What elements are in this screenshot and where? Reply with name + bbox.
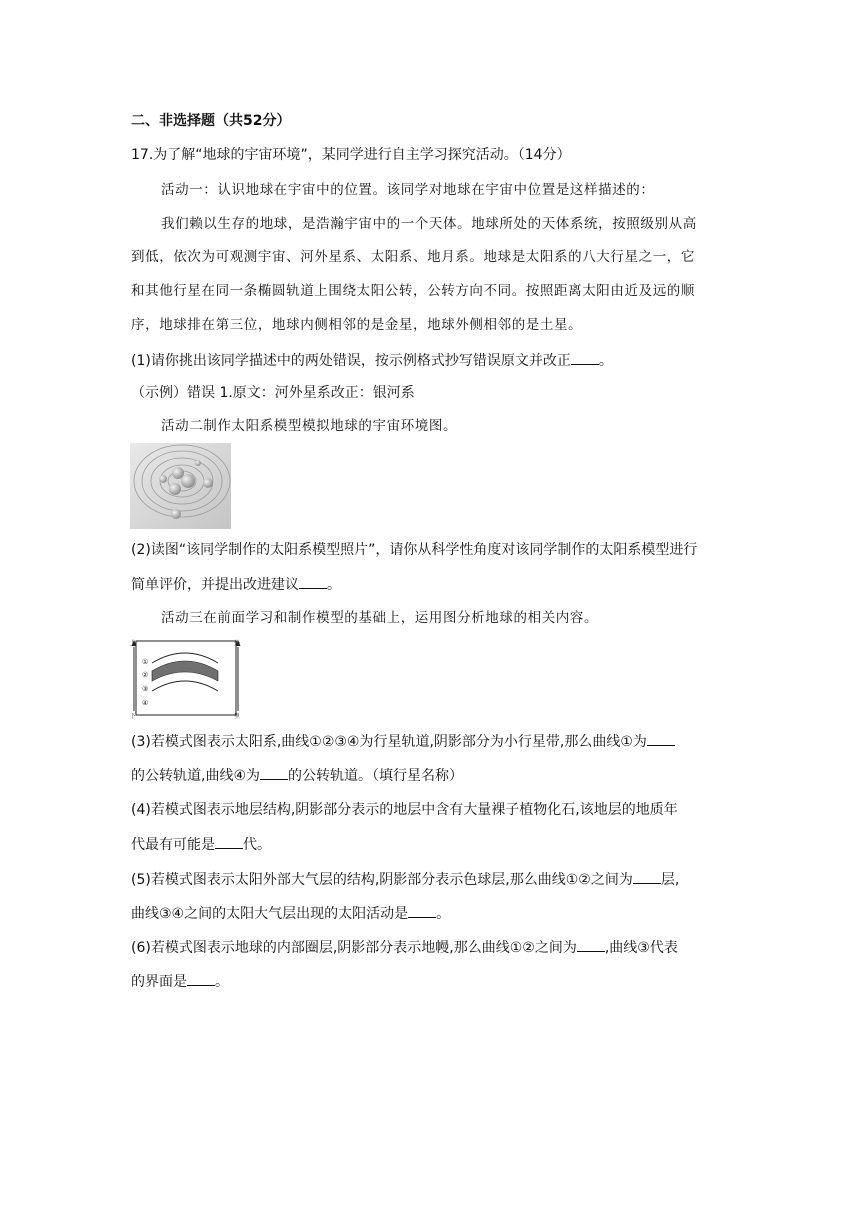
period: 。 <box>598 353 613 369</box>
question-4-line1: (4)若模式图表示地层结构,阴影部分表示的地层中含有大量裸子植物化石,该地层的地质年 <box>131 802 678 818</box>
question-2-text: 简单评价，并提出改进建议 <box>131 577 299 593</box>
question-stem: 17.为了解“地球的宇宙环境”，某同学进行自主学习探究活动。（14分） <box>131 147 571 163</box>
question-1-text: (1)请你挑出该同学描述中的两处错误，按示例格式抄写错误原文并改正 <box>131 353 571 369</box>
question-2-line1: (2)读图“该同学制作的太阳系模型照片”，请你从科学性角度对该同学制作的太阳系模型进行 <box>131 542 698 558</box>
answer-blank[interactable] <box>647 731 675 746</box>
question-4-text: 代最有可能是 <box>131 837 215 853</box>
question-6-text: ,曲线③代表 <box>604 940 678 956</box>
question-5-line1 <box>131 869 679 890</box>
question-4-text: 代。 <box>243 837 271 853</box>
question-3-text: 的公转轨道。（填行星名称） <box>288 768 464 784</box>
period: 。 <box>436 906 451 922</box>
period: 。 <box>327 577 341 593</box>
question-3-text: (3)若模式图表示太阳系,曲线①②③④为行星轨道,阴影部分为小行星带,那么曲线①为 <box>131 734 647 750</box>
question-5-line2 <box>131 903 450 924</box>
answer-blank[interactable] <box>299 574 327 589</box>
curve-label-4: ④ <box>142 699 149 707</box>
question-3-line2 <box>131 765 463 786</box>
question-3-text: 的公转轨道,曲线④为 <box>131 768 261 784</box>
answer-blank[interactable] <box>577 937 605 952</box>
question-3-line1 <box>131 731 675 752</box>
curve-label-1: ① <box>142 658 149 666</box>
question-6-line2 <box>131 971 229 992</box>
question-2-line2 <box>131 574 341 595</box>
answer-blank[interactable] <box>408 903 436 918</box>
example-text: （示例）错误 1.原文：河外星系改正：银河系 <box>131 385 415 401</box>
question-4-line2 <box>131 834 271 855</box>
section-title: 二、非选择题（共52分） <box>131 113 291 129</box>
question-5-text: (5)若模式图表示太阳外部大气层的结构,阴影部分表示色球层,那么曲线①②之间为 <box>131 872 633 888</box>
label-top-right: 外 <box>234 640 241 647</box>
pattern-diagram <box>130 637 242 719</box>
curve-label-3: ③ <box>142 685 149 693</box>
question-1 <box>131 350 613 371</box>
description-line: 我们赖以生存的地球，是浩瀚宇宙中的一个天体。地球所处的天体系统，按照级别从高 <box>161 216 697 232</box>
label-top-left: 上 <box>130 640 137 647</box>
activity2-title: 活动二制作太阳系模型模拟地球的宇宙环境图。 <box>161 418 458 434</box>
curve-label-2: ② <box>142 671 149 679</box>
period: 。 <box>215 974 229 990</box>
answer-blank[interactable] <box>571 350 599 365</box>
description-line: 到低，依次为可观测宇宙、河外星系、太阳系、地月系。地球是太阳系的八大行星之一，它 <box>131 249 695 265</box>
answer-blank[interactable] <box>187 971 215 986</box>
activity1-title: 活动一：认识地球在宇宙中的位置。该同学对地球在宇宙中位置是这样描述的： <box>161 182 655 198</box>
question-5-text: 层, <box>660 872 680 888</box>
question-6-text: 的界面是 <box>131 974 187 990</box>
answer-blank[interactable] <box>633 869 661 884</box>
label-bottom-left: 下 <box>130 713 137 719</box>
label-bottom-right: 里 <box>234 713 241 719</box>
question-5-text: 曲线③④之间的太阳大气层出现的太阳活动是 <box>131 906 409 922</box>
description-line: 序，地球排在第三位，地球内侧相邻的是金星，地球外侧相邻的是土星。 <box>131 317 583 333</box>
answer-blank[interactable] <box>215 834 243 849</box>
solar-system-model-photo <box>130 443 231 529</box>
activity3-title: 活动三在前面学习和制作模型的基础上，运用图分析地球的相关内容。 <box>161 610 599 626</box>
answer-blank[interactable] <box>260 765 288 780</box>
question-6-text: (6)若模式图表示地球的内部圈层,阴影部分表示地幔,那么曲线①②之间为 <box>131 940 577 956</box>
question-6-line1 <box>131 937 678 958</box>
description-line: 和其他行星在同一条椭圆轨道上围绕太阳公转，公转方向不同。按照距离太阳由近及远的顺 <box>131 283 695 299</box>
